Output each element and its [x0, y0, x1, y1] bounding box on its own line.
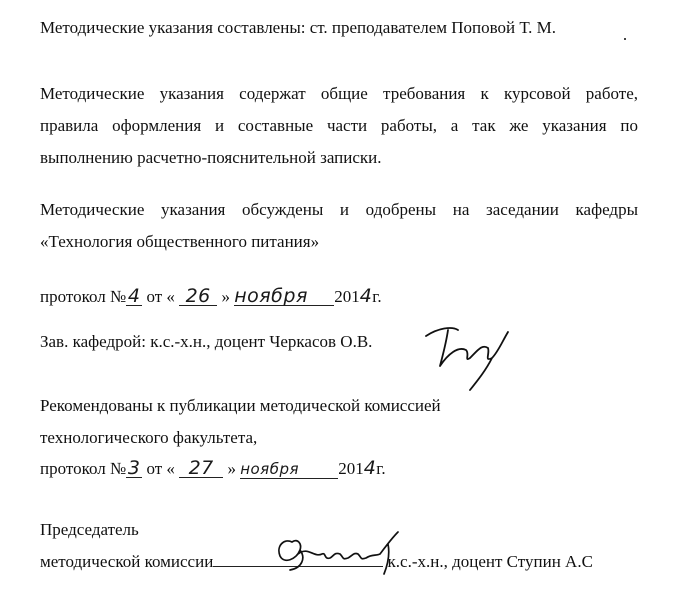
approval-line-1: Методические указания обсуждены и одобрены на заседании кафедры — [40, 200, 638, 219]
chairman-name: к.с.-х.н., доцент Ступин А.С — [387, 552, 593, 571]
protocol-1-from: от « — [146, 287, 175, 306]
stray-mark — [624, 38, 626, 40]
head-of-department-signature — [418, 314, 528, 394]
protocol-1-day: 26 — [179, 287, 217, 306]
protocol-1-number: 4 — [127, 285, 141, 307]
protocol-2-from: от « — [146, 459, 175, 478]
protocol-1 — [40, 286, 382, 307]
protocol-2-close-quote: » — [227, 459, 236, 478]
protocol-2-month: ноября — [240, 460, 338, 479]
protocol-2-day: 27 — [179, 459, 223, 478]
chairman-title: методической комиссии — [40, 552, 214, 571]
content-line-2: правила оформления и составные части работы, а так же указания по — [40, 116, 638, 135]
protocol-1-prefix: протокол № — [40, 287, 127, 306]
protocol-2-number: 3 — [127, 457, 141, 479]
recommended-line-2: технологического факультета, — [40, 428, 258, 447]
compiled-by-line: Методические указания составлены: ст. преподавателем Поповой Т. М. — [40, 18, 556, 37]
protocol-1-month: ноября — [234, 287, 334, 306]
content-line-1: Методические указания содержат общие требования к курсовой работе, — [40, 84, 638, 103]
recommended-line-1: Рекомендованы к публикации методической комиссией — [40, 396, 441, 415]
protocol-2-prefix: протокол № — [40, 459, 127, 478]
protocol-2-year-prefix: 201 — [338, 459, 364, 478]
approval-line-2: «Технология общественного питания» — [40, 232, 320, 251]
protocol-2 — [40, 458, 386, 479]
protocol-2-year-hand: 4 — [363, 457, 377, 479]
content-line-3: выполнению расчетно-пояснительной записки. — [40, 148, 382, 167]
protocol-1-year-hand: 4 — [359, 285, 373, 307]
chairman-line-1: Председатель — [40, 520, 139, 539]
protocol-1-year-suffix: г. — [372, 287, 382, 306]
protocol-2-year-suffix: г. — [376, 459, 386, 478]
protocol-1-close-quote: » — [221, 287, 230, 306]
protocol-1-year-prefix: 201 — [334, 287, 360, 306]
chairman-signature — [262, 524, 412, 578]
head-of-department-line: Зав. кафедрой: к.с.-х.н., доцент Черкасов О.В. — [40, 332, 373, 351]
